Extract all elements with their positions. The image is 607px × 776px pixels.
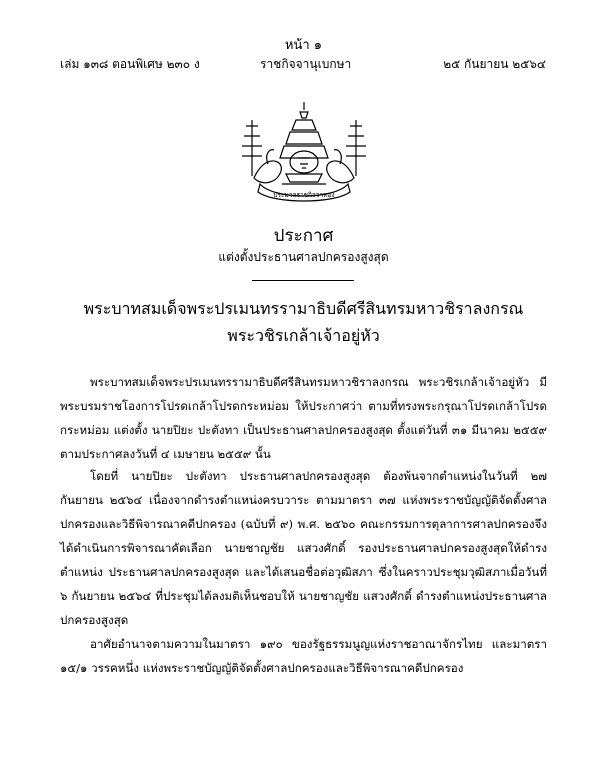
page-number: หน้า ๑ bbox=[284, 38, 323, 53]
announcement-subtitle: แต่งตั้งประธานศาลปกครองสูงสุด bbox=[218, 250, 389, 264]
emblem-graphic bbox=[224, 100, 384, 204]
body-paragraph-1: พระบาทสมเด็จพระปรเมนทรรามาธิบดีศรีสินทรมหาวชิราลงกรณ พระวชิรเกล้าเจ้าอยู่หัว มีพระบรมราชโองการโปรดเกล้าโปรดกระหม่อม ให้ประกาศว่า ตามที่ทรงพระกรุณาโปรดเกล้าโปรดกระหม่อม แต่งตั้ง นายปิยะ ปะตังทา เป็นประธานศาลปกครองสูงสุด ตั้งแต่วันที่ ๓๑ มีนาคม ๒๕๕๙ ตามประกาศลงวันที่ ๔ เมษายน ๒๕๕๙ นั้น bbox=[60, 375, 547, 461]
announcement-title: ประกาศ bbox=[273, 226, 334, 246]
king-name-line2: พระวชิรเกล้าเจ้าอยู่หัว bbox=[227, 326, 380, 345]
body-paragraph-3: อาศัยอำนาจตามความในมาตรา ๑๙๐ ของรัฐธรรมนูญแห่งราชอาณาจักรไทย และมาตรา ๑๕/๑ วรรคหนึ่ง แห่งพระราชบัญญัติจัดตั้งศาลปกครองและวิธีพิจารณาคดีปกครอง bbox=[60, 637, 547, 675]
royal-emblem-icon bbox=[224, 100, 384, 204]
volume-info: เล่ม ๑๓๘ ตอนพิเศษ ๒๓๐ ง bbox=[60, 57, 200, 71]
gazette-date: ๒๕ กันยายน ๒๕๖๔ bbox=[443, 57, 546, 71]
gazette-header bbox=[60, 55, 546, 71]
king-name-line1: พระบาทสมเด็จพระปรเมนทรรามาธิบดีศรีสินทรมหาวชิราลงกรณ bbox=[83, 299, 524, 318]
body-paragraph-2: โดยที่ นายปิยะ ปะตังทา ประธานศาลปกครองสูงสุด ต้องพ้นจากตำแหน่งในวันที่ ๒๗ กันยายน ๒๕๖๔ เนื่องจากดำรงตำแหน่งครบวาระ ตามมาตรา ๓๗ แห่งพระราชบัญญัติจัดตั้งศาลปกครองและวิธีพิจารณาคดีปกครอง (ฉบับที่ ๙) พ.ศ. ๒๕๖๐ คณะกรรมการตุลาการศาลปกครองจึงได้ดำเนินการพิจารณาคัดเลือก นายชาญชัย แสวงศักดิ์ รองประธานศาลปกครองสูงสุดให้ดำรงตำแหน่ง ประธานศาลปกครองสูงสุด และได้เสนอชื่อต่อวุฒิสภา ซึ่งในคราวประชุมวุฒิสภาเมื่อวันที่ ๖ กันยายน ๒๕๖๔ ที่ประชุมได้ลงมติเห็นชอบให้ นายชาญชัย แสวงศักดิ์ ดำรงตำแหน่งประธานศาลปกครองสูงสุด bbox=[60, 469, 547, 627]
emblem-ribbon-text: ประมวลราชกิจจาทอง bbox=[273, 191, 335, 199]
gazette-name: ราชกิจจานุเบกษา bbox=[260, 57, 352, 71]
title-divider bbox=[252, 280, 354, 281]
